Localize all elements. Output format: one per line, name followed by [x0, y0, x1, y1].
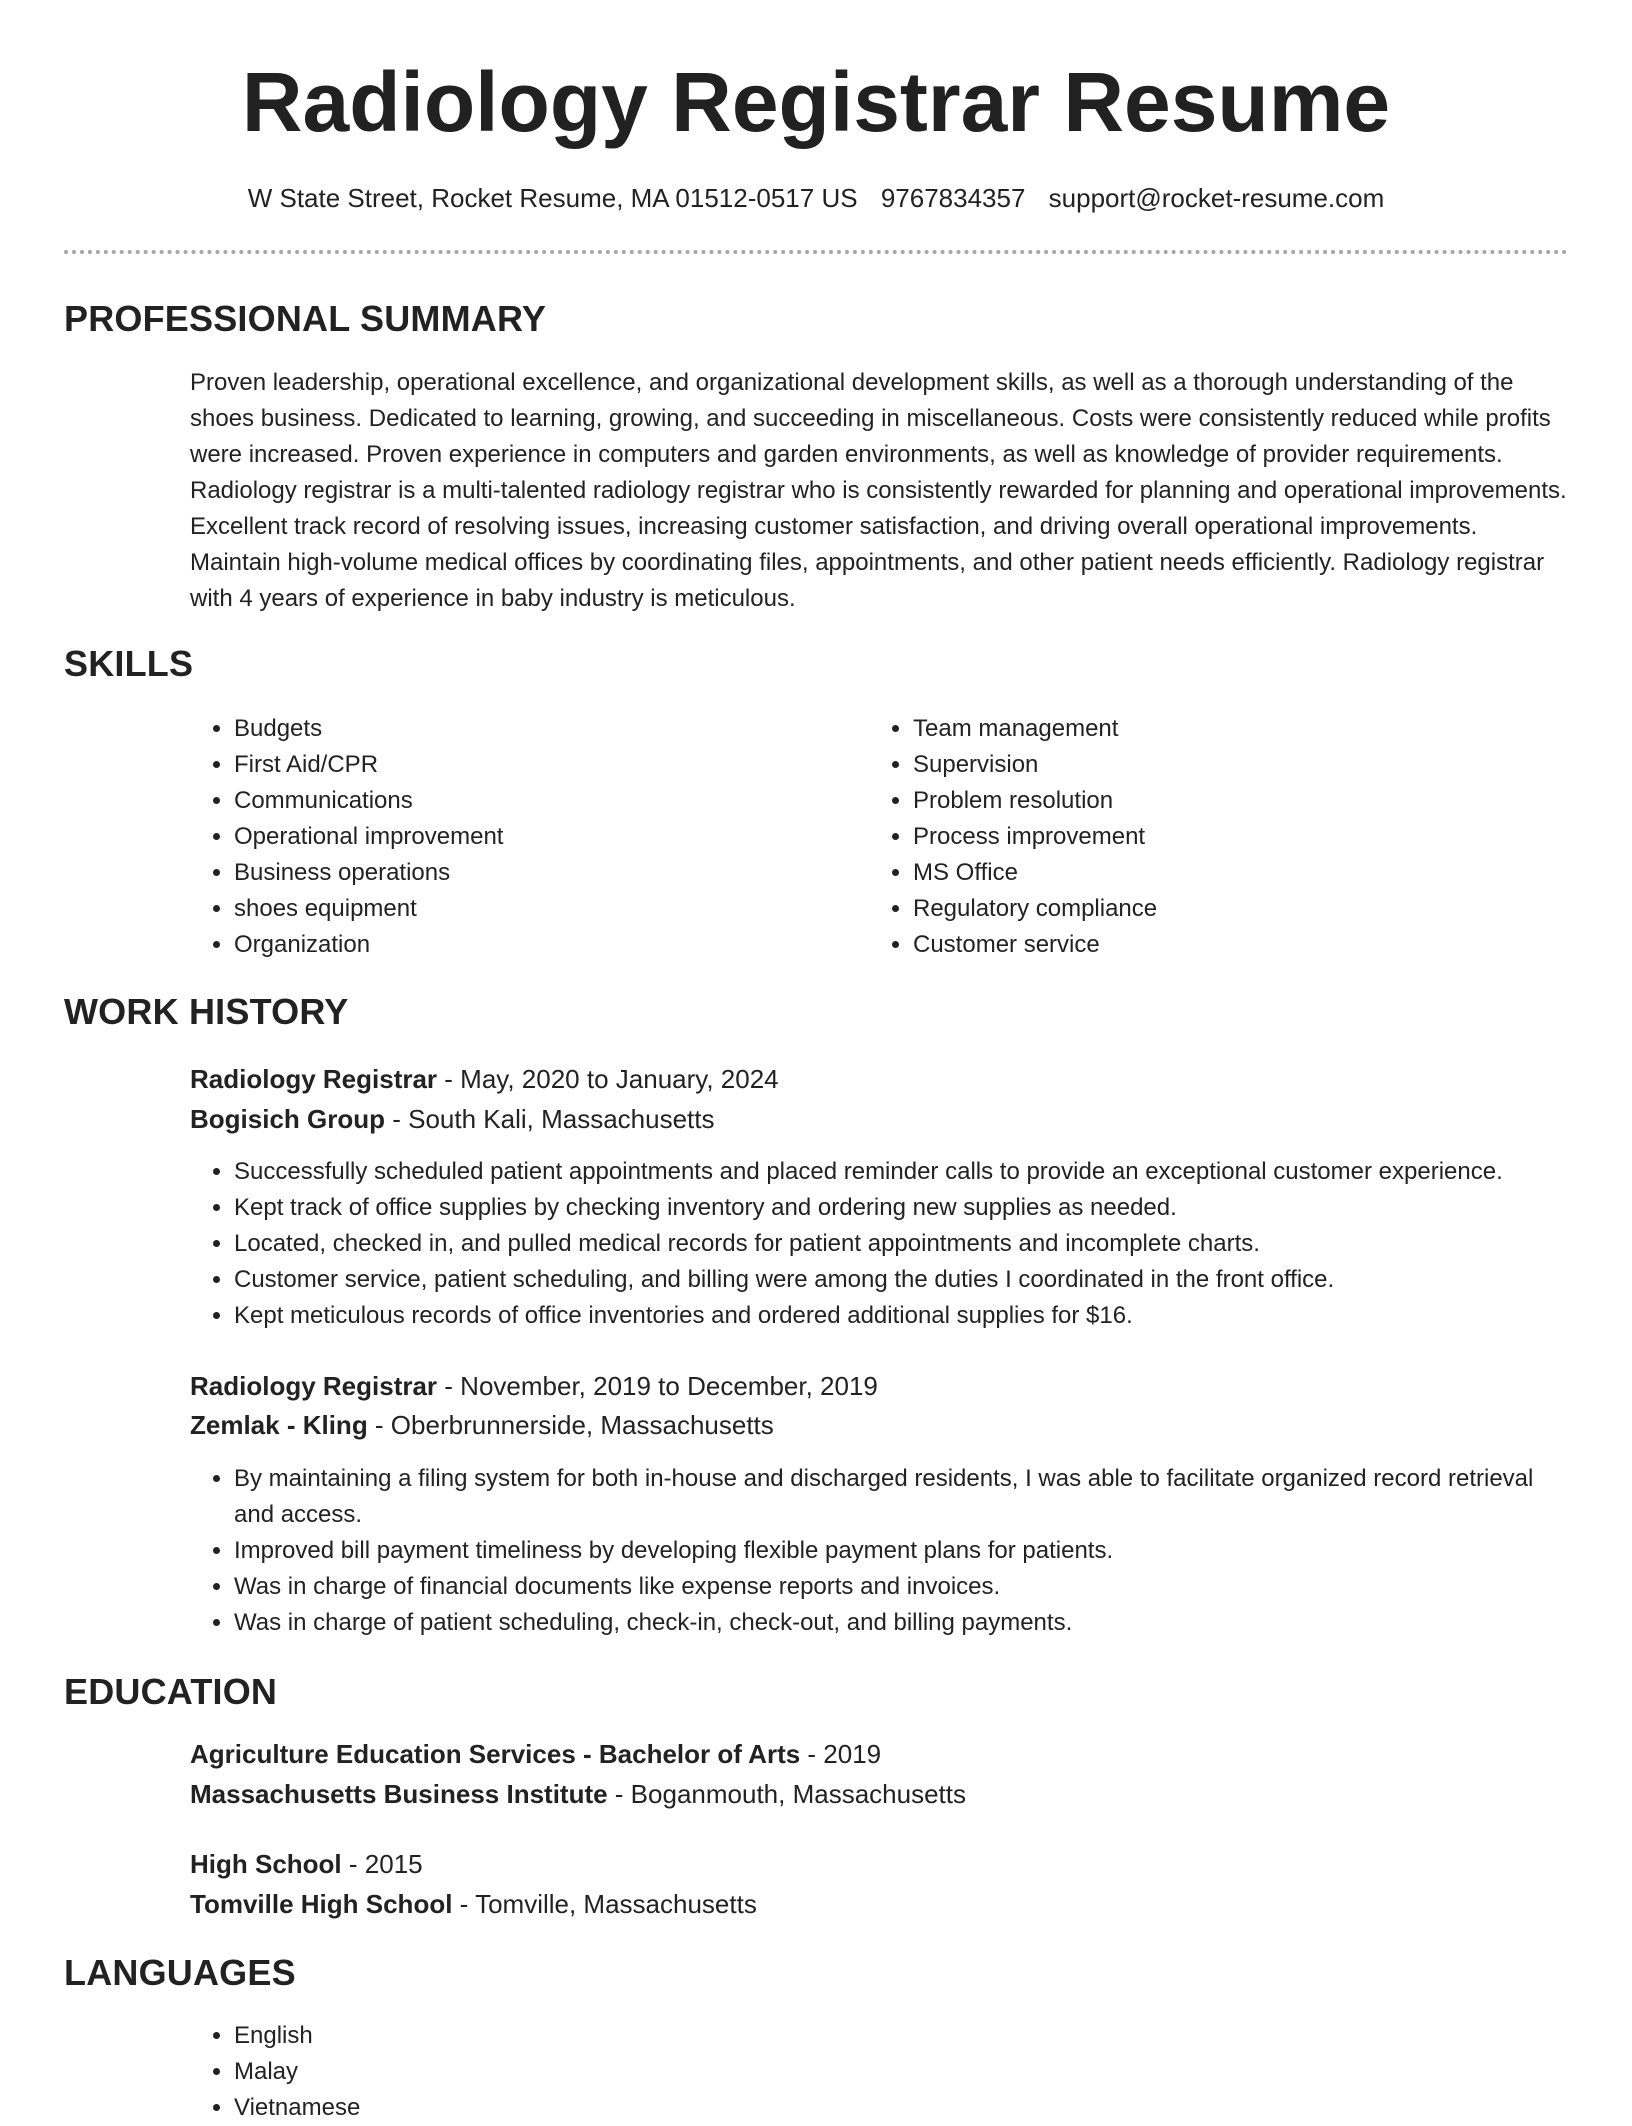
job-title: Radiology Registrar	[190, 1064, 438, 1094]
education-degree: Agriculture Education Services - Bachelor of Arts	[190, 1739, 801, 1769]
education-degree: High School	[190, 1849, 342, 1879]
job-duty: • By maintaining a filing system for both in-house and discharged residents, I was able to facilitate organized record retrieval and access.	[234, 1461, 1574, 1533]
job-duty: • Customer service, patient scheduling, and billing were among the duties I coordinated in the front office.	[234, 1262, 1632, 1298]
job-duty: • Kept track of office supplies by checking inventory and ordering new supplies as needed.	[234, 1190, 1632, 1226]
job-company: Zemlak - Kling	[190, 1410, 368, 1440]
skill-item: • Budgets	[234, 711, 834, 747]
job-duty: • Was in charge of patient scheduling, check-in, check-out, and billing payments.	[234, 1605, 1574, 1641]
education-location: - Tomville, Massachusetts	[452, 1889, 757, 1919]
job-company-line	[190, 1100, 714, 1138]
education-school-line	[190, 1775, 966, 1813]
skill-item: • Supervision	[913, 747, 1513, 783]
contact-email: support@rocket-resume.com	[1048, 183, 1385, 213]
skill-item: • Business operations	[234, 855, 834, 891]
skill-item: • Regulatory compliance	[913, 891, 1513, 927]
job-title: Radiology Registrar	[190, 1371, 438, 1401]
skill-item: • Process improvement	[913, 819, 1513, 855]
language-item: • Malay	[234, 2054, 834, 2090]
education-school: Massachusetts Business Institute	[190, 1779, 608, 1809]
languages-heading: LANGUAGES	[64, 1952, 296, 1993]
job-duty: • Was in charge of financial documents like expense reports and invoices.	[234, 1569, 1574, 1605]
education-location: - Boganmouth, Massachusetts	[607, 1779, 966, 1809]
job-location: - South Kali, Massachusetts	[385, 1104, 715, 1134]
job-company-line	[190, 1406, 774, 1444]
contact-address: W State Street, Rocket Resume, MA 01512-0517 US	[247, 183, 858, 213]
education-year: - 2019	[800, 1739, 882, 1769]
summary-heading: PROFESSIONAL SUMMARY	[64, 298, 547, 339]
skill-item: • First Aid/CPR	[234, 747, 834, 783]
summary-text: Proven leadership, operational excellence, and organizational development skills, as well as a thorough understanding of the shoes business. Dedicated to learning, growing, and succeeding in miscellaneous. Costs were consistently reduced while profits were increased. Proven experience in computers and garden environments, as well as knowledge of provider requirements. Radiology registrar is a multi-talented radiology registrar who is consistently rewarded for planning and operational improvements. Excellent track record of resolving issues, increasing customer satisfaction, and driving overall operational improvements. Maintain high-volume medical offices by coordinating files, appointments, and other patient needs efficiently. Radiology registrar with 4 years of experience in baby industry is meticulous.	[190, 369, 1567, 612]
language-item: • Vietnamese	[234, 2090, 834, 2126]
education-school-line	[190, 1885, 757, 1923]
education-heading: EDUCATION	[64, 1671, 278, 1712]
education-school: Tomville High School	[190, 1889, 453, 1919]
education-degree-line	[190, 1735, 881, 1773]
language-item: • English	[234, 2018, 834, 2054]
job-dates: - May, 2020 to January, 2024	[437, 1064, 779, 1094]
skill-item: • Problem resolution	[913, 783, 1513, 819]
job-duty: • Successfully scheduled patient appointments and placed reminder calls to provide an exceptional customer experience.	[234, 1154, 1632, 1190]
skill-item: • Organization	[234, 927, 834, 963]
job-duty: • Improved bill payment timeliness by developing flexible payment plans for patients.	[234, 1533, 1574, 1569]
job-duties-list	[190, 1461, 1574, 1641]
resume-title: Radiology Registrar Resume	[241, 55, 1391, 149]
skill-item: • shoes equipment	[234, 891, 834, 927]
contact-phone: 9767834357	[880, 183, 1026, 213]
job-title-line	[190, 1367, 878, 1405]
work-heading: WORK HISTORY	[64, 991, 349, 1032]
education-degree-line	[190, 1845, 423, 1883]
job-duties-list	[190, 1154, 1632, 1334]
skills-list-left	[190, 711, 834, 963]
job-duty: • Located, checked in, and pulled medical records for patient appointments and incomplete charts.	[234, 1226, 1632, 1262]
languages-list	[190, 2018, 834, 2126]
skill-item: • Communications	[234, 783, 834, 819]
contact-line	[0, 180, 1632, 216]
job-location: - Oberbrunnerside, Massachusetts	[367, 1410, 774, 1440]
job-company: Bogisich Group	[190, 1104, 385, 1134]
skill-item: • Operational improvement	[234, 819, 834, 855]
education-year: - 2015	[341, 1849, 423, 1879]
skill-item: • Customer service	[913, 927, 1513, 963]
job-dates: - November, 2019 to December, 2019	[437, 1371, 878, 1401]
job-duty: • Kept meticulous records of office inventories and ordered additional supplies for $16.	[234, 1298, 1632, 1334]
skills-list-right	[869, 711, 1513, 963]
skills-heading: SKILLS	[64, 643, 194, 684]
skill-item: • Team management	[913, 711, 1513, 747]
job-title-line	[190, 1060, 779, 1098]
skill-item: • MS Office	[913, 855, 1513, 891]
header-divider	[64, 250, 1568, 254]
